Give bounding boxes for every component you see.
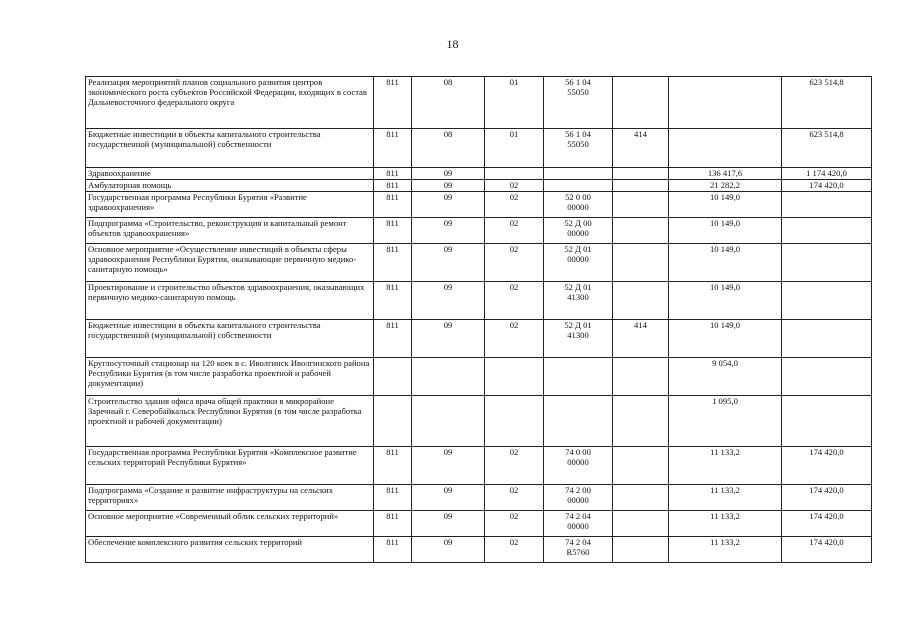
row-article: [544, 358, 613, 396]
row-section: [412, 396, 485, 447]
row-org-code: 811: [374, 168, 412, 180]
row-article: 74 2 00 00000: [544, 485, 613, 511]
row-amount-2: [782, 358, 872, 396]
row-section: [412, 358, 485, 396]
row-expense-type: [613, 282, 669, 320]
page-number: 18: [446, 37, 459, 51]
row-expense-type: [613, 192, 669, 218]
row-article: [544, 168, 613, 180]
row-expense-type: [613, 447, 669, 485]
row-amount-1: 10 149,0: [669, 218, 782, 244]
row-name: Бюджетные инвестиции в объекты капитального строительства государственной (муниципальной) собственности: [86, 129, 374, 168]
row-org-code: 811: [374, 537, 412, 563]
table-row: [86, 244, 872, 282]
table-row: [86, 511, 872, 537]
row-amount-2: 1 174 420,0: [782, 168, 872, 180]
row-expense-type: [613, 244, 669, 282]
row-subsection: 02: [485, 447, 544, 485]
row-org-code: 811: [374, 77, 412, 129]
table-row: [86, 282, 872, 320]
row-amount-1: 11 133,2: [669, 511, 782, 537]
row-amount-1: 1 095,0: [669, 396, 782, 447]
table-row: [86, 396, 872, 447]
row-name: Круглосуточный стационар на 120 коек в с. Иволгинск Иволгинского района Республики Бурятия (в том числе разработка проектной и рабочей документации): [86, 358, 374, 396]
row-amount-2: 174 420,0: [782, 511, 872, 537]
row-name: Бюджетные инвестиции в объекты капитального строительства государственной (муниципальной) собственности: [86, 320, 374, 358]
row-org-code: 811: [374, 192, 412, 218]
row-name: Основное мероприятие «Современный облик сельских территорий»: [86, 511, 374, 537]
row-name: Обеспечение комплексного развития сельских территорий: [86, 537, 374, 563]
row-section: 09: [412, 180, 485, 192]
row-article: [544, 180, 613, 192]
row-name: Здравоохранение: [86, 168, 374, 180]
row-section: 09: [412, 168, 485, 180]
table-row: [86, 77, 872, 129]
row-name: Строительство здания офиса врача общей практики в микрорайоне Заречный г. Северобайкальск Республики Бурятия (в том числе разработка проектной и рабочей документации): [86, 396, 374, 447]
row-name: Подпрограмма «Строительство, реконструкция и капитальный ремонт объектов здравоохранения»: [86, 218, 374, 244]
table-row: [86, 537, 872, 563]
row-subsection: [485, 396, 544, 447]
row-amount-1: [669, 77, 782, 129]
row-section: 09: [412, 511, 485, 537]
row-article: 52 0 00 00000: [544, 192, 613, 218]
row-amount-2: [782, 282, 872, 320]
row-name: Проектирование и строительство объектов здравоохранения, оказывающих первичную медико-санитарную помощь: [86, 282, 374, 320]
row-expense-type: 414: [613, 320, 669, 358]
row-org-code: 811: [374, 511, 412, 537]
row-subsection: 02: [485, 537, 544, 563]
row-section: 08: [412, 77, 485, 129]
table-row: [86, 320, 872, 358]
budget-table: [85, 76, 872, 563]
row-amount-2: [782, 320, 872, 358]
row-expense-type: [613, 168, 669, 180]
row-org-code: 811: [374, 129, 412, 168]
row-expense-type: [613, 485, 669, 511]
table-row: [86, 180, 872, 192]
row-subsection: 02: [485, 511, 544, 537]
table-row: [86, 447, 872, 485]
row-org-code: 811: [374, 282, 412, 320]
row-section: 09: [412, 320, 485, 358]
row-expense-type: [613, 218, 669, 244]
row-expense-type: [613, 537, 669, 563]
row-section: 09: [412, 244, 485, 282]
row-name: Подпрограмма «Создание и развитие инфраструктуры на сельских территориях»: [86, 485, 374, 511]
row-amount-2: [782, 192, 872, 218]
row-amount-1: 21 282,2: [669, 180, 782, 192]
row-subsection: 02: [485, 320, 544, 358]
row-amount-1: 10 149,0: [669, 192, 782, 218]
row-article: [544, 396, 613, 447]
row-amount-2: [782, 244, 872, 282]
row-subsection: [485, 358, 544, 396]
row-org-code: 811: [374, 244, 412, 282]
row-expense-type: [613, 180, 669, 192]
row-org-code: 811: [374, 447, 412, 485]
row-subsection: [485, 168, 544, 180]
row-section: 09: [412, 447, 485, 485]
row-subsection: 02: [485, 192, 544, 218]
row-amount-1: 9 054,0: [669, 358, 782, 396]
row-org-code: [374, 396, 412, 447]
row-amount-1: 11 133,2: [669, 485, 782, 511]
row-section: 08: [412, 129, 485, 168]
row-subsection: 02: [485, 485, 544, 511]
row-article: 52 Д 00 00000: [544, 218, 613, 244]
table-row: [86, 358, 872, 396]
row-subsection: 02: [485, 218, 544, 244]
row-article: 74 2 04 00000: [544, 511, 613, 537]
row-article: 74 0 00 00000: [544, 447, 613, 485]
row-amount-1: 11 133,2: [669, 447, 782, 485]
row-org-code: 811: [374, 218, 412, 244]
row-subsection: 02: [485, 244, 544, 282]
row-name: Реализация мероприятий планов социального развития центров экономического роста субъектов Российской Федерации, входящих в состав Дальневосточного федерального округа: [86, 77, 374, 129]
table-row: [86, 485, 872, 511]
row-name: Государственная программа Республики Бурятия «Развитие здравоохранения»: [86, 192, 374, 218]
row-amount-2: 623 514,8: [782, 129, 872, 168]
row-org-code: [374, 358, 412, 396]
row-article: 74 2 04 R5760: [544, 537, 613, 563]
table-row: [86, 168, 872, 180]
row-org-code: 811: [374, 320, 412, 358]
row-amount-1: 136 417,6: [669, 168, 782, 180]
row-expense-type: 414: [613, 129, 669, 168]
row-section: 09: [412, 192, 485, 218]
row-article: 56 1 04 55050: [544, 77, 613, 129]
row-expense-type: [613, 358, 669, 396]
row-amount-1: 11 133,2: [669, 537, 782, 563]
row-amount-2: [782, 218, 872, 244]
row-amount-2: 174 420,0: [782, 537, 872, 563]
row-name: Государственная программа Республики Бурятия «Комплексное развитие сельских территорий Республики Бурятия»: [86, 447, 374, 485]
row-name: Амбулаторная помощь: [86, 180, 374, 192]
row-subsection: 02: [485, 180, 544, 192]
row-subsection: 02: [485, 282, 544, 320]
row-section: 09: [412, 218, 485, 244]
row-expense-type: [613, 77, 669, 129]
row-name: Основное мероприятие «Осуществление инвестиций в объекты сферы здравоохранения Республики Бурятия, оказывающие первичную медико-санитарную помощь»: [86, 244, 374, 282]
row-amount-2: 623 514,8: [782, 77, 872, 129]
table-row: [86, 192, 872, 218]
row-amount-2: 174 420,0: [782, 447, 872, 485]
row-expense-type: [613, 396, 669, 447]
row-subsection: 01: [485, 129, 544, 168]
row-article: 52 Д 01 00000: [544, 244, 613, 282]
table-row: [86, 218, 872, 244]
table-row: [86, 129, 872, 168]
row-section: 09: [412, 537, 485, 563]
row-article: 52 Д 01 41300: [544, 320, 613, 358]
row-article: 52 Д 01 41300: [544, 282, 613, 320]
row-amount-1: 10 149,0: [669, 244, 782, 282]
row-amount-1: 10 149,0: [669, 282, 782, 320]
row-subsection: 01: [485, 77, 544, 129]
row-org-code: 811: [374, 485, 412, 511]
row-amount-1: [669, 129, 782, 168]
row-section: 09: [412, 282, 485, 320]
row-article: 56 1 04 55050: [544, 129, 613, 168]
row-amount-2: 174 420,0: [782, 180, 872, 192]
row-org-code: 811: [374, 180, 412, 192]
row-amount-2: [782, 396, 872, 447]
row-expense-type: [613, 511, 669, 537]
row-amount-1: 10 149,0: [669, 320, 782, 358]
row-section: 09: [412, 485, 485, 511]
row-amount-2: 174 420,0: [782, 485, 872, 511]
